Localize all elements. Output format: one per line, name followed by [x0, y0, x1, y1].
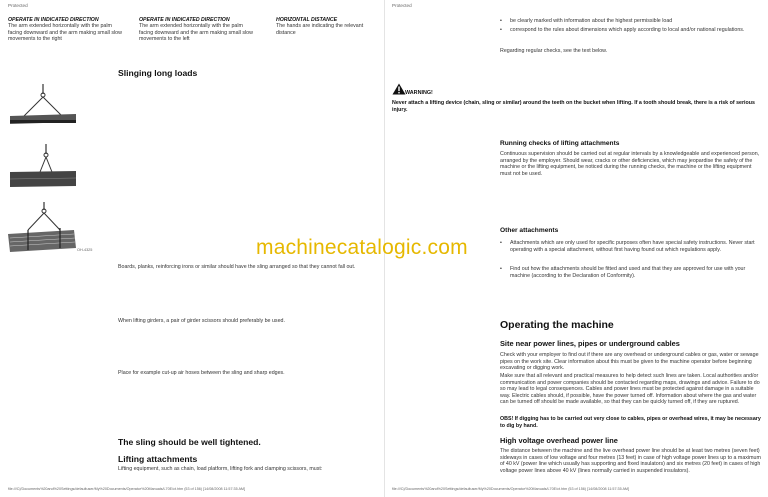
left-page-footer: file:///C|/Documents%20and%20Settings/defaultuser/My%20Documents/Operator%20Manuals/L70E/ct.htm (53 of 156) [14/08/2008 11:57:35 AM] [8, 487, 246, 491]
signal-distance-title: HORIZONTAL DISTANCE [276, 17, 338, 23]
watermark: machinecatalogic.com [256, 236, 468, 259]
lifting-attachments-heading: Lifting attachments [118, 454, 198, 464]
bullet-dot: • [500, 27, 502, 33]
running-checks-text: Continuous supervision should be carried out at regular intervals by a knowledgeable and experienced person, arranged by the employer. Should wear, cracks or other deficiencies, which may jeopardise the safety of the machine or the lifting equipment, be noticed during the running checks, the machine or the lifting equipment must not be used. [500, 151, 760, 177]
signal-distance [276, 17, 371, 36]
lifting-text: Lifting equipment, such as chain, load platform, lifting fork and clamping scissors, must: [118, 466, 323, 472]
right-page-footer: file:///C|/Documents%20and%20Settings/defaultuser/My%20Documents/Operator%20Manuals/L70E/ct.htm (53 of 156) [14/08/2008 11:57:35 AM] [392, 487, 630, 491]
warning-text: Never attach a lifting device (chain, sling or similar) around the teeth on the bucket when lifting. If a tooth should break, there is a risk of serious injury. [392, 100, 755, 113]
signal-left-text: The arm extended horizontally with the palm facing downward and the arm making small slow movements to the left [139, 23, 253, 43]
other-attachments-heading: Other attachments [500, 227, 559, 234]
boards-text: Boards, planks, reinforcing irons or similar should have the sling arranged so that they cannot fall out. [118, 264, 356, 270]
bullet-dot: • [500, 18, 502, 24]
figure-code: OH-4325 [77, 248, 93, 252]
signal-right [8, 17, 126, 43]
sling-tight-heading: The sling should be well tightened. [118, 437, 261, 447]
bullet-top-2: correspond to the rules about dimensions which apply according to local and/or national regulations. [510, 27, 745, 33]
girders-text: When lifting girders, a pair of girder scissors should preferably be used. [118, 318, 285, 324]
slinging-title: Slinging long loads [118, 68, 198, 78]
left-page-header: Protected [8, 3, 28, 8]
high-voltage-heading: High voltage overhead power line [500, 436, 618, 445]
bullet-top-1: be clearly marked with information about the highest permissible load [510, 18, 673, 24]
sling-long-load-illustration [6, 82, 80, 130]
operating-machine-heading: Operating the machine [500, 319, 614, 331]
checks-reference: Regarding regular checks, see the text below. [500, 48, 608, 54]
site-paragraph-1: Check with your employer to find out if there are any overhead or underground cables or gas, water or sewage pipes on the work site. Clear information about this must be given to the machine operator before beginning excavating or digging work. [500, 352, 759, 372]
other-bullet-2: Find out how the attachments should be fitted and used and that they are approved for use with your machine (according to the Declaration of Conformity). [510, 266, 746, 279]
signal-left-title: OPERATE IN INDICATED DIRECTION [139, 17, 230, 23]
site-power-lines-heading: Site near power lines, pipes or underground cables [500, 339, 680, 348]
right-page-header: Protected [392, 3, 412, 8]
running-checks-heading: Running checks of lifting attachments [500, 140, 620, 147]
hoses-text: Place for example cut-up air hoses between the sling and sharp edges. [118, 370, 285, 376]
girder-illustration [6, 142, 80, 190]
warning-icon [392, 83, 406, 95]
signal-left [139, 17, 257, 43]
signal-distance-text: The hands are indicating the relevant distance [276, 23, 364, 36]
bullet-dot: • [500, 266, 502, 272]
signal-right-text: The arm extended horizontally with the palm facing downward and the arm making small slow movements to the right [8, 23, 122, 43]
warning-label: WARNING! [405, 90, 433, 96]
other-bullet-1: Attachments which are only used for specific purposes often have special safety instructions. Never start operating with a special attachment, without first having found out which regulations apply. [510, 240, 755, 253]
site-paragraph-2: Make sure that all relevant and practical measures to help detect such lines are taken. Local authorities and/or communication and power companies should be contacted regarding maps, drawings and advice. Failure to do so may lead to legal consequences. Cables and power lines must be protected against damage in a suitable way. Electric cables should, if possible, have the power turned off. Information about where the gas and water can be turned off should be made available, so that they can be quickly turned off, if they are ruptured. [500, 373, 760, 406]
high-voltage-text: The distance between the machine and the live overhead power line should be at least two metres (seven feet) sideways in cases of low voltage and four metres (13 feet) in case of high voltage power lines up to a maximum of 40 kV (power line which usually has supporting and fixed insulators) and six metres (20 feet) in cases of high voltage power lines above 40 kV (lines normally carried in suspended insulators). [500, 448, 761, 474]
obs-note: OBS! If digging has to be carried out very close to cables, pipes or overhead wires, it may be necessary to dig by hand. [500, 416, 761, 429]
signal-right-title: OPERATE IN INDICATED DIRECTION [8, 17, 99, 23]
bullet-dot: • [500, 240, 502, 246]
